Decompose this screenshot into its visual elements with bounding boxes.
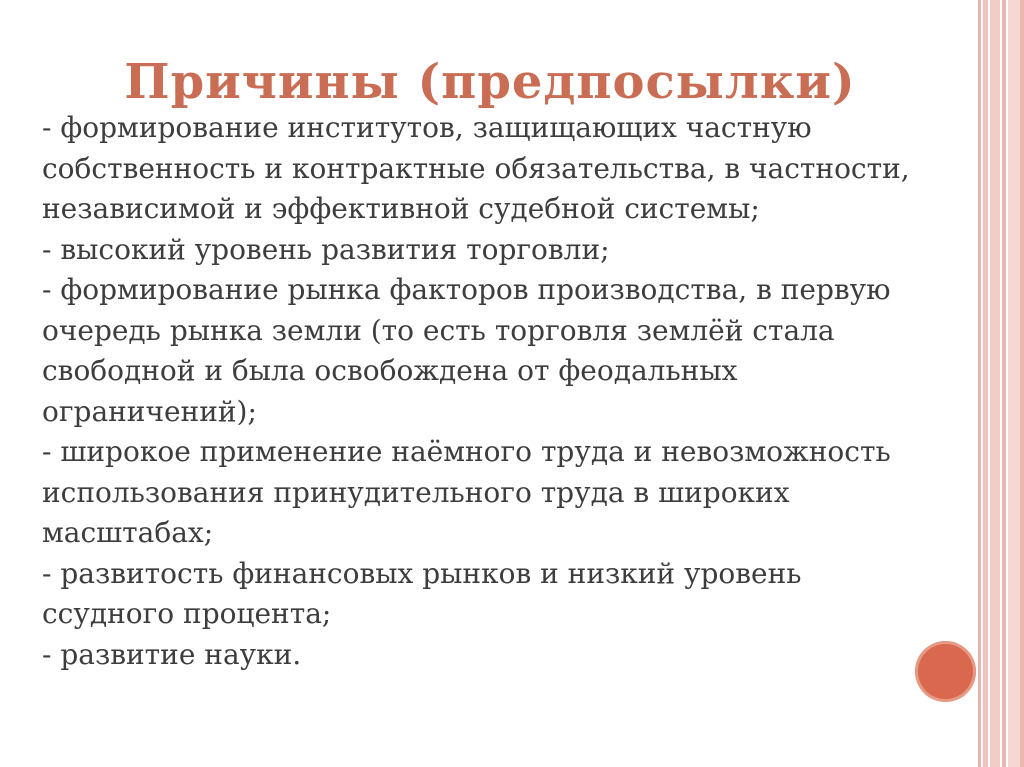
list-item: - развитие науки. xyxy=(42,637,302,671)
list-item: - развитость финансовых рынков и низкий уровень ссудного процента; xyxy=(42,556,802,630)
border-stripe xyxy=(983,0,988,767)
border-stripe xyxy=(978,0,981,767)
slide-title: Причины (предпосылки) xyxy=(124,54,856,111)
list-item: - широкое применение наёмного труда и невозможность использования принудительного труда в широких масштабах; xyxy=(42,435,891,549)
border-stripe xyxy=(1002,0,1006,767)
decorative-circle xyxy=(915,641,976,702)
border-stripe xyxy=(990,0,1000,767)
list-item: - формирование рынка факторов производства, в первую очередь рынка земли (то есть торговля землёй стала свободной и была освобождена от феодальных ограничений); xyxy=(42,273,891,428)
list-item: - формирование институтов, защищающих частную собственность и контрактные обязательства, в частности, независимой и эффективной судебной системы; xyxy=(42,111,910,225)
border-stripe xyxy=(1020,0,1024,767)
bullet-list xyxy=(42,108,942,675)
list-item: - высокий уровень развития торговли; xyxy=(42,232,610,266)
